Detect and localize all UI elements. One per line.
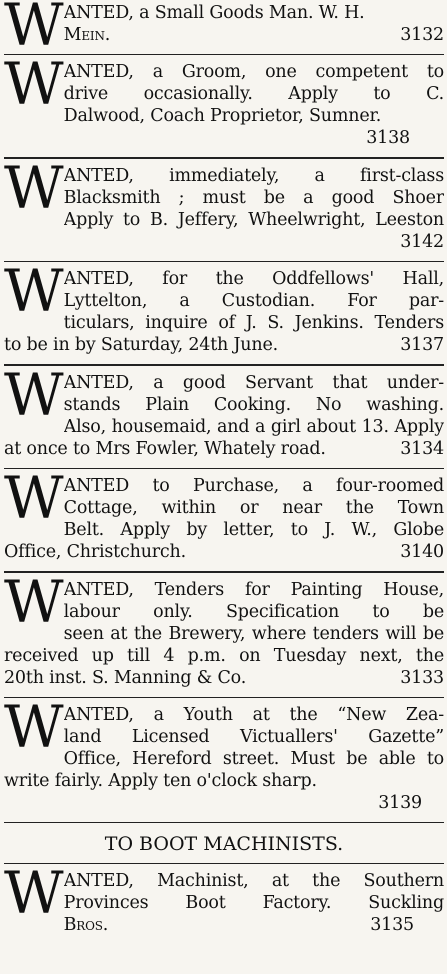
classified-ad-painting-tenders [4, 568, 444, 689]
ad-text-line: ANTED to Purchase, a four-roomed [63, 476, 444, 496]
ad-number: 3140 [400, 542, 444, 562]
ad-text-line: Cottage, within or near the Town [63, 498, 444, 518]
drop-cap: W [4, 50, 62, 118]
drop-cap: W [4, 0, 62, 59]
ad-number: 3137 [400, 335, 444, 355]
ad-text-line: to be in by Saturday, 24th June. [4, 335, 278, 355]
drop-cap: W [4, 464, 62, 532]
ad-text-line: Lyttelton, a Custodian. For par- [63, 291, 444, 311]
classified-ad-youth-gazette [4, 693, 444, 814]
ad-text-line: Also, housemaid, and a girl about 13. Apply [63, 417, 444, 437]
ad-text-line: ANTED, a Groom, one competent to [63, 62, 444, 82]
drop-cap: W [4, 568, 62, 636]
ad-text-line: Mein. [63, 25, 111, 45]
divider [4, 364, 444, 366]
ad-text-line: ANTED, immediately, a first-class [63, 166, 444, 186]
ad-text-line: stands Plain Cooking. No washing. [63, 395, 444, 415]
drop-cap: W [4, 257, 62, 325]
ad-number: 3135 [370, 915, 414, 935]
ad-text-line: Belt. Apply by letter, to J. W., Globe [63, 520, 444, 540]
classified-ad-custodian [4, 257, 444, 356]
ad-text-line: Office, Hereford street. Must be able to [63, 749, 444, 769]
ad-text-line: Bros. [63, 915, 109, 935]
classified-ad-cottage-purchase [4, 464, 444, 563]
ad-number: 3133 [400, 668, 444, 688]
ad-text-line: 20th inst. S. Manning & Co. [4, 668, 247, 688]
classified-ad-servant [4, 361, 444, 460]
ad-number: 3138 [366, 128, 410, 148]
divider [4, 468, 444, 469]
ad-text-line: Apply to B. Jeffery, Wheelwright, Leeston [63, 210, 444, 230]
ad-text-line: at once to Mrs Fowler, Whately road. [4, 439, 326, 459]
drop-cap: W [4, 361, 62, 429]
drop-cap: W [4, 693, 62, 761]
divider [4, 261, 444, 262]
ad-number: 3132 [400, 25, 444, 45]
ad-text-line: write fairly. Apply ten o'clock sharp. [4, 771, 317, 791]
divider [4, 863, 444, 864]
classified-ad-groom [4, 50, 444, 149]
ad-number: 3134 [400, 439, 444, 459]
ad-text-line: ANTED, Tenders for Painting House, [63, 580, 444, 600]
ad-text-line: ticulars, inquire of J. S. Jenkins. Tenders [63, 313, 444, 333]
ad-text-line: seen at the Brewery, where tenders will be [63, 624, 444, 644]
ad-text-line: Provinces Boot Factory. Suckling [63, 893, 444, 913]
ad-text-line: ANTED, a Youth at the “New Zea- [63, 705, 444, 725]
drop-cap: W [4, 154, 62, 222]
ad-text-line: Blacksmith ; must be a good Shoer [63, 188, 444, 208]
divider [4, 697, 444, 698]
divider [4, 157, 444, 159]
newspaper-column [0, 2, 447, 974]
ad-text-line: ANTED, for the Oddfellows' Hall, [63, 269, 444, 289]
divider [4, 54, 444, 55]
classified-ad-blacksmith [4, 154, 444, 253]
section-heading: TO BOOT MACHINISTS. [104, 833, 344, 855]
ad-text-line: land Licensed Victuallers' Gazette” [63, 727, 444, 747]
drop-cap: W [4, 859, 62, 927]
ad-text-line: drive occasionally. Apply to C. [63, 84, 444, 104]
ad-number: 3139 [378, 793, 422, 813]
ad-number: 3142 [400, 232, 444, 252]
ad-text-line: ANTED, Machinist, at the Southern [63, 871, 444, 891]
ad-text-line: ANTED, a good Servant that under- [63, 373, 444, 393]
ad-text-line: Dalwood, Coach Proprietor, Sumner. [63, 106, 382, 126]
divider [4, 822, 444, 823]
ad-text-line: ANTED, a Small Goods Man. W. H. [63, 3, 365, 23]
classified-ad-machinist [4, 859, 444, 936]
ad-text-line: Office, Christchurch. [4, 542, 186, 562]
classified-ad-small-goods-man [4, 0, 444, 59]
ad-text-line: received up till 4 p.m. on Tuesday next, the [4, 646, 444, 666]
ad-text-line: labour only. Specification to be [63, 602, 444, 622]
divider [4, 571, 444, 573]
